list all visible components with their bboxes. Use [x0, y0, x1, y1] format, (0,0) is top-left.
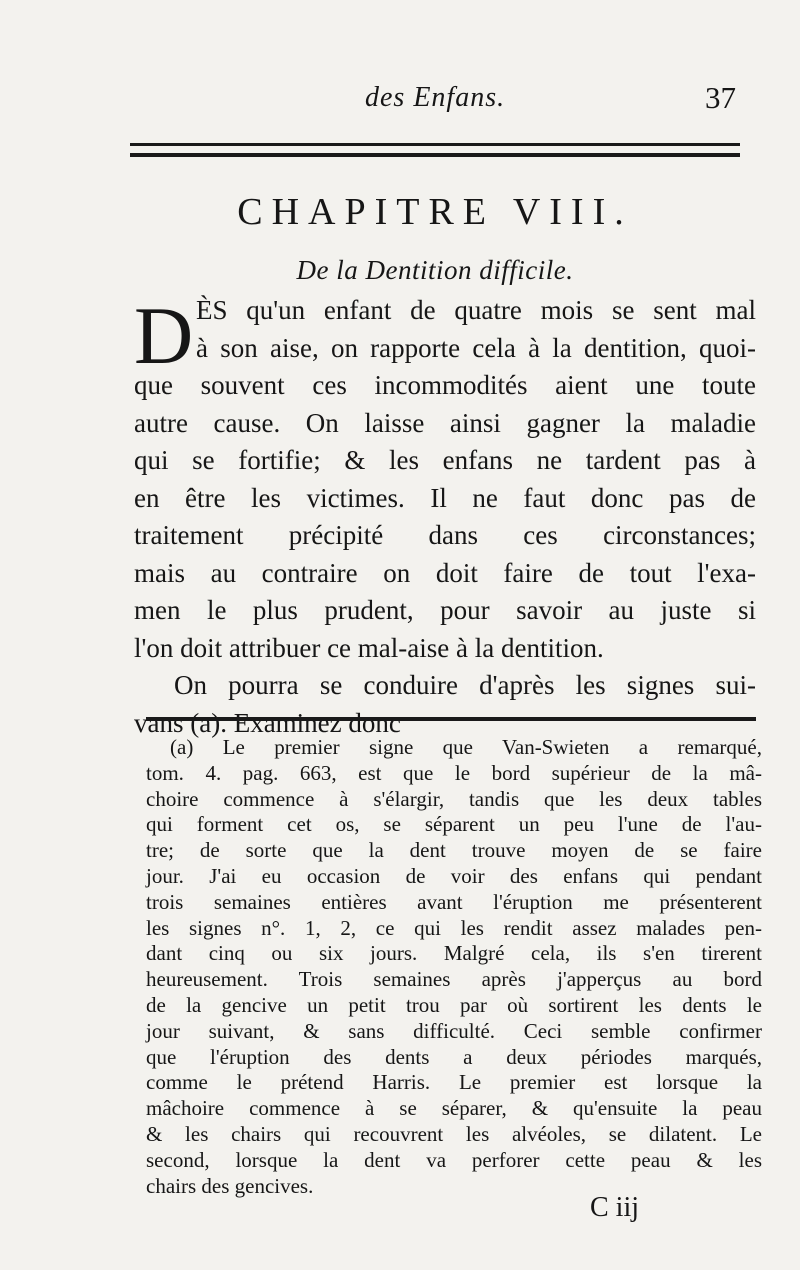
running-head	[130, 82, 740, 122]
footnote-rule	[146, 717, 756, 721]
footnote-line: que l'éruption des dents a deux périodes marqués,	[146, 1044, 762, 1069]
footnote-line: tre; de sorte que la dent trouve moyen de se faire	[146, 838, 762, 863]
body-line: l'on doit attribuer ce mal-aise à la dentition.	[134, 632, 604, 663]
footnote-line: trois semaines entières avant l'éruption me présenterent	[146, 889, 762, 914]
footnote	[146, 735, 762, 1199]
footnote-line: qui forment cet os, se séparent un peu l'une de l'au-	[146, 812, 762, 837]
body-line: traitement précipité dans ces circonstances;	[134, 520, 756, 550]
body-line: qui se fortifie; & les enfans ne tardent pas à	[134, 445, 756, 475]
footnote-line: comme le prétend Harris. Le premier est lorsque la	[146, 1070, 762, 1095]
footnote-line: (a) Le premier signe que Van-Swieten a remarqué,	[170, 735, 762, 759]
footnote-line: second, lorsque la dent va perforer cette peau & les	[146, 1147, 762, 1172]
body-line: On pourra se conduire d'après les signes sui-	[174, 670, 756, 700]
footnote-line: les signes n°. 1, 2, ce qui les rendit assez malades pen-	[146, 915, 762, 940]
footnote-line: mâchoire commence à se séparer, & qu'ensuite la peau	[146, 1096, 762, 1121]
body-text	[134, 292, 756, 742]
footnote-line: tom. 4. pag. 663, est que le bord supérieur de la mâ-	[146, 760, 762, 785]
drop-cap: D	[134, 290, 194, 381]
running-head-title: des Enfans.	[365, 82, 506, 113]
footnote-line: & les chairs qui recouvrent les alvéoles, se dilatent. Le	[146, 1121, 762, 1146]
footnote-line: choire commence à s'élargir, tandis que les deux tables	[146, 786, 762, 811]
body-line: ÈS qu'un enfant de quatre mois se sent mal	[196, 295, 756, 325]
signature-mark: C iij	[590, 1192, 640, 1223]
body-line: vans (a). Examinez donc	[134, 707, 401, 738]
footnote-line: chairs des gencives.	[146, 1173, 314, 1198]
body-line: men le plus prudent, pour savoir au juste si	[134, 595, 756, 625]
footnote-line: jour. J'ai eu occasion de voir des enfans qui pendant	[146, 863, 762, 888]
page-number: 37	[705, 80, 736, 115]
body-line: à son aise, on rapporte cela à la dentition, quoi-	[196, 332, 756, 363]
body-line: en être les victimes. Il ne faut donc pas de	[134, 482, 756, 513]
body-line: autre cause. On laisse ainsi gagner la maladie	[134, 407, 756, 438]
footnote-line: de la gencive un petit trou par où sortirent les dents le	[146, 992, 762, 1017]
footnote-line: dant cinq ou six jours. Malgré cela, ils s'en tirerent	[146, 941, 762, 966]
body-line: mais au contraire on doit faire de tout l'exa-	[134, 557, 756, 588]
chapter-heading: CHAPITRE VIII.	[237, 191, 633, 233]
footnote-line: heureusement. Trois semaines après j'apperçus au bord	[146, 967, 762, 992]
footnote-line: jour suivant, & sans difficulté. Ceci semble confirmer	[146, 1018, 762, 1043]
body-line: que souvent ces incommodités aient une toute	[134, 370, 756, 400]
section-title: De la Dentition difficile.	[296, 255, 574, 285]
header-double-rule	[130, 143, 740, 157]
